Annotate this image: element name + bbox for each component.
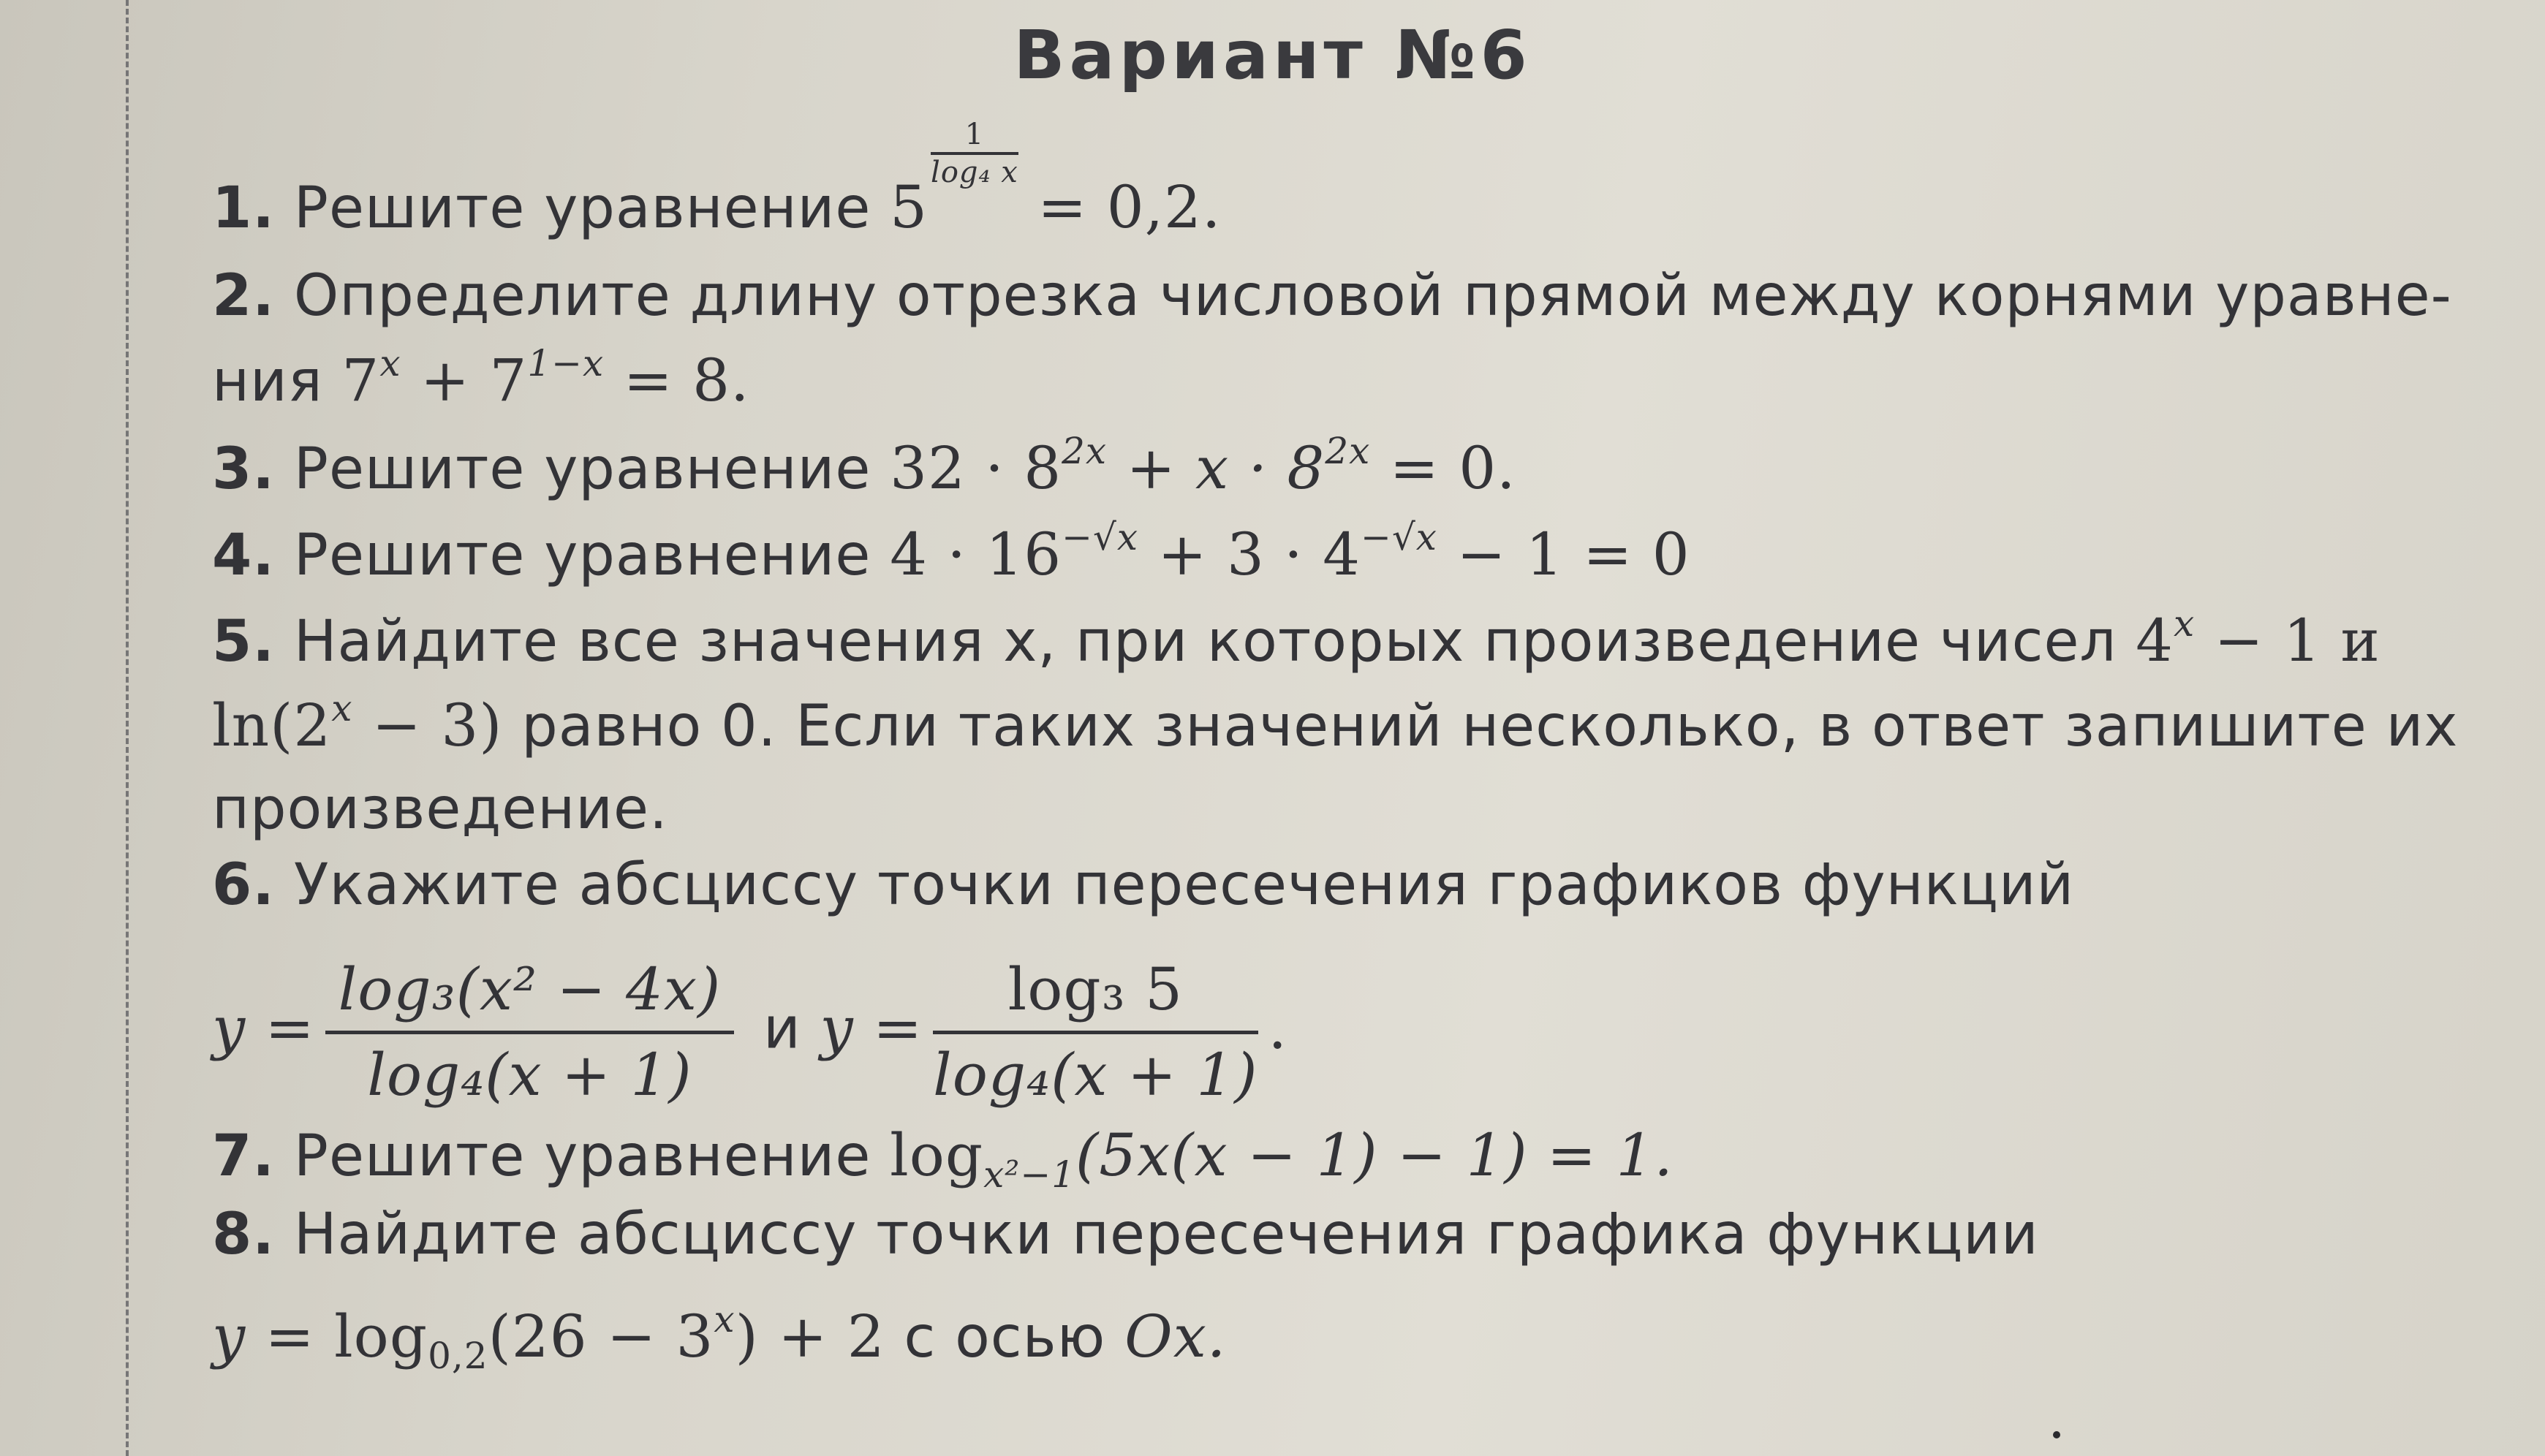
fraction: $\frac{\text{log₃ 5}}{\text{log₄(x + 1)}}$ — [933, 955, 1258, 1109]
problem-7 — [212, 1121, 1674, 1196]
dashed-cut-line — [126, 0, 129, 1456]
problem-5-line-3: произведение. — [212, 776, 668, 842]
problem-number: 5. — [212, 609, 275, 675]
problem-text: Укажите абсциссу точки пересечения графиков функций — [293, 852, 2075, 918]
problem-number: 7. — [212, 1123, 275, 1189]
function-1: y = $\frac{\text{log₃(x² − 4x)}}{\text{log₄(x + 1)}}$ — [212, 994, 744, 1062]
problem-4 — [212, 516, 1690, 588]
equation: $4 \cdot 16^{-√x} + 3 \cdot 4^{-√x} - 1 = 0$ — [890, 516, 1690, 588]
expression: 4$^x$ − 1 и — [2136, 602, 2380, 675]
problem-text: Решите уравнение — [293, 436, 871, 502]
problem-5 — [212, 602, 2380, 675]
problem-3 — [212, 430, 1516, 502]
exponent-fraction: $\frac{1}{\text{log₄ x}}$ — [931, 118, 1018, 189]
fraction: $\frac{\text{log₃(x² − 4x)}}{\text{log₄(x + 1)}}$ — [325, 955, 735, 1110]
problem-text: Решите уравнение — [293, 523, 871, 588]
problem-2-continuation: ния $7^x + 7^{1-x} = 8$. — [212, 342, 750, 414]
problem-2 — [212, 263, 2452, 329]
problem-number: 8. — [212, 1202, 275, 1267]
problem-number: 2. — [212, 263, 275, 329]
function-2: y = $\frac{\text{log₃ 5}}{\text{log₄(x + 1)}}$ . — [820, 955, 1287, 1109]
problem-text: Решите уравнение — [293, 1123, 871, 1189]
problem-text: Найдите все значения x, при которых произведение чисел — [293, 609, 2117, 675]
expression: ln(2$^x$ − 3) — [212, 687, 503, 759]
problem-1 — [212, 118, 1222, 241]
page-title: Вариант №6 — [1013, 16, 1532, 94]
equation: $32 \cdot 8^{2x} + x \cdot 8^{2x} = 0$. — [890, 430, 1516, 502]
problem-number: 6. — [212, 852, 275, 918]
equation: $7^x + 7^{1-x} = 8$. — [341, 342, 750, 414]
problem-6 — [212, 852, 2074, 918]
ink-dot — [2053, 1431, 2060, 1438]
problem-8 — [212, 1202, 2039, 1267]
equation: 5 $\frac{1}{\text{log₄ x}}$ = 0,2. — [890, 118, 1222, 241]
equation: $\log_{x^2-1}(5x(x - 1) - 1) = 1$. — [890, 1121, 1674, 1196]
problem-text: Найдите абсциссу точки пересечения графика функции — [293, 1202, 2039, 1267]
problem-text: Определите длину отрезка числовой прямой между корнями уравне- — [293, 263, 2452, 329]
problem-number: 1. — [212, 175, 275, 241]
problem-number: 4. — [212, 523, 275, 588]
problem-5-line-2: ln(2$^x$ − 3) равно 0. Если таких значений несколько, в ответ запишите их — [212, 687, 2459, 759]
problem-8-function: $y = \log_{0,2}(26 - 3^x) + 2$ с осью Ox. — [212, 1298, 1227, 1377]
problem-number: 3. — [212, 436, 275, 502]
function: $y = \log_{0,2}(26 - 3^x) + 2$ — [212, 1298, 885, 1377]
problem-text: Решите уравнение — [293, 175, 871, 241]
problem-6-functions: y = $\frac{\text{log₃(x² − 4x)}}{\text{log₄(x + 1)}}$ и y = $\frac{\text{log₃ 5}}{\text{log₄(x + 1)}}$ . — [212, 955, 1287, 1109]
